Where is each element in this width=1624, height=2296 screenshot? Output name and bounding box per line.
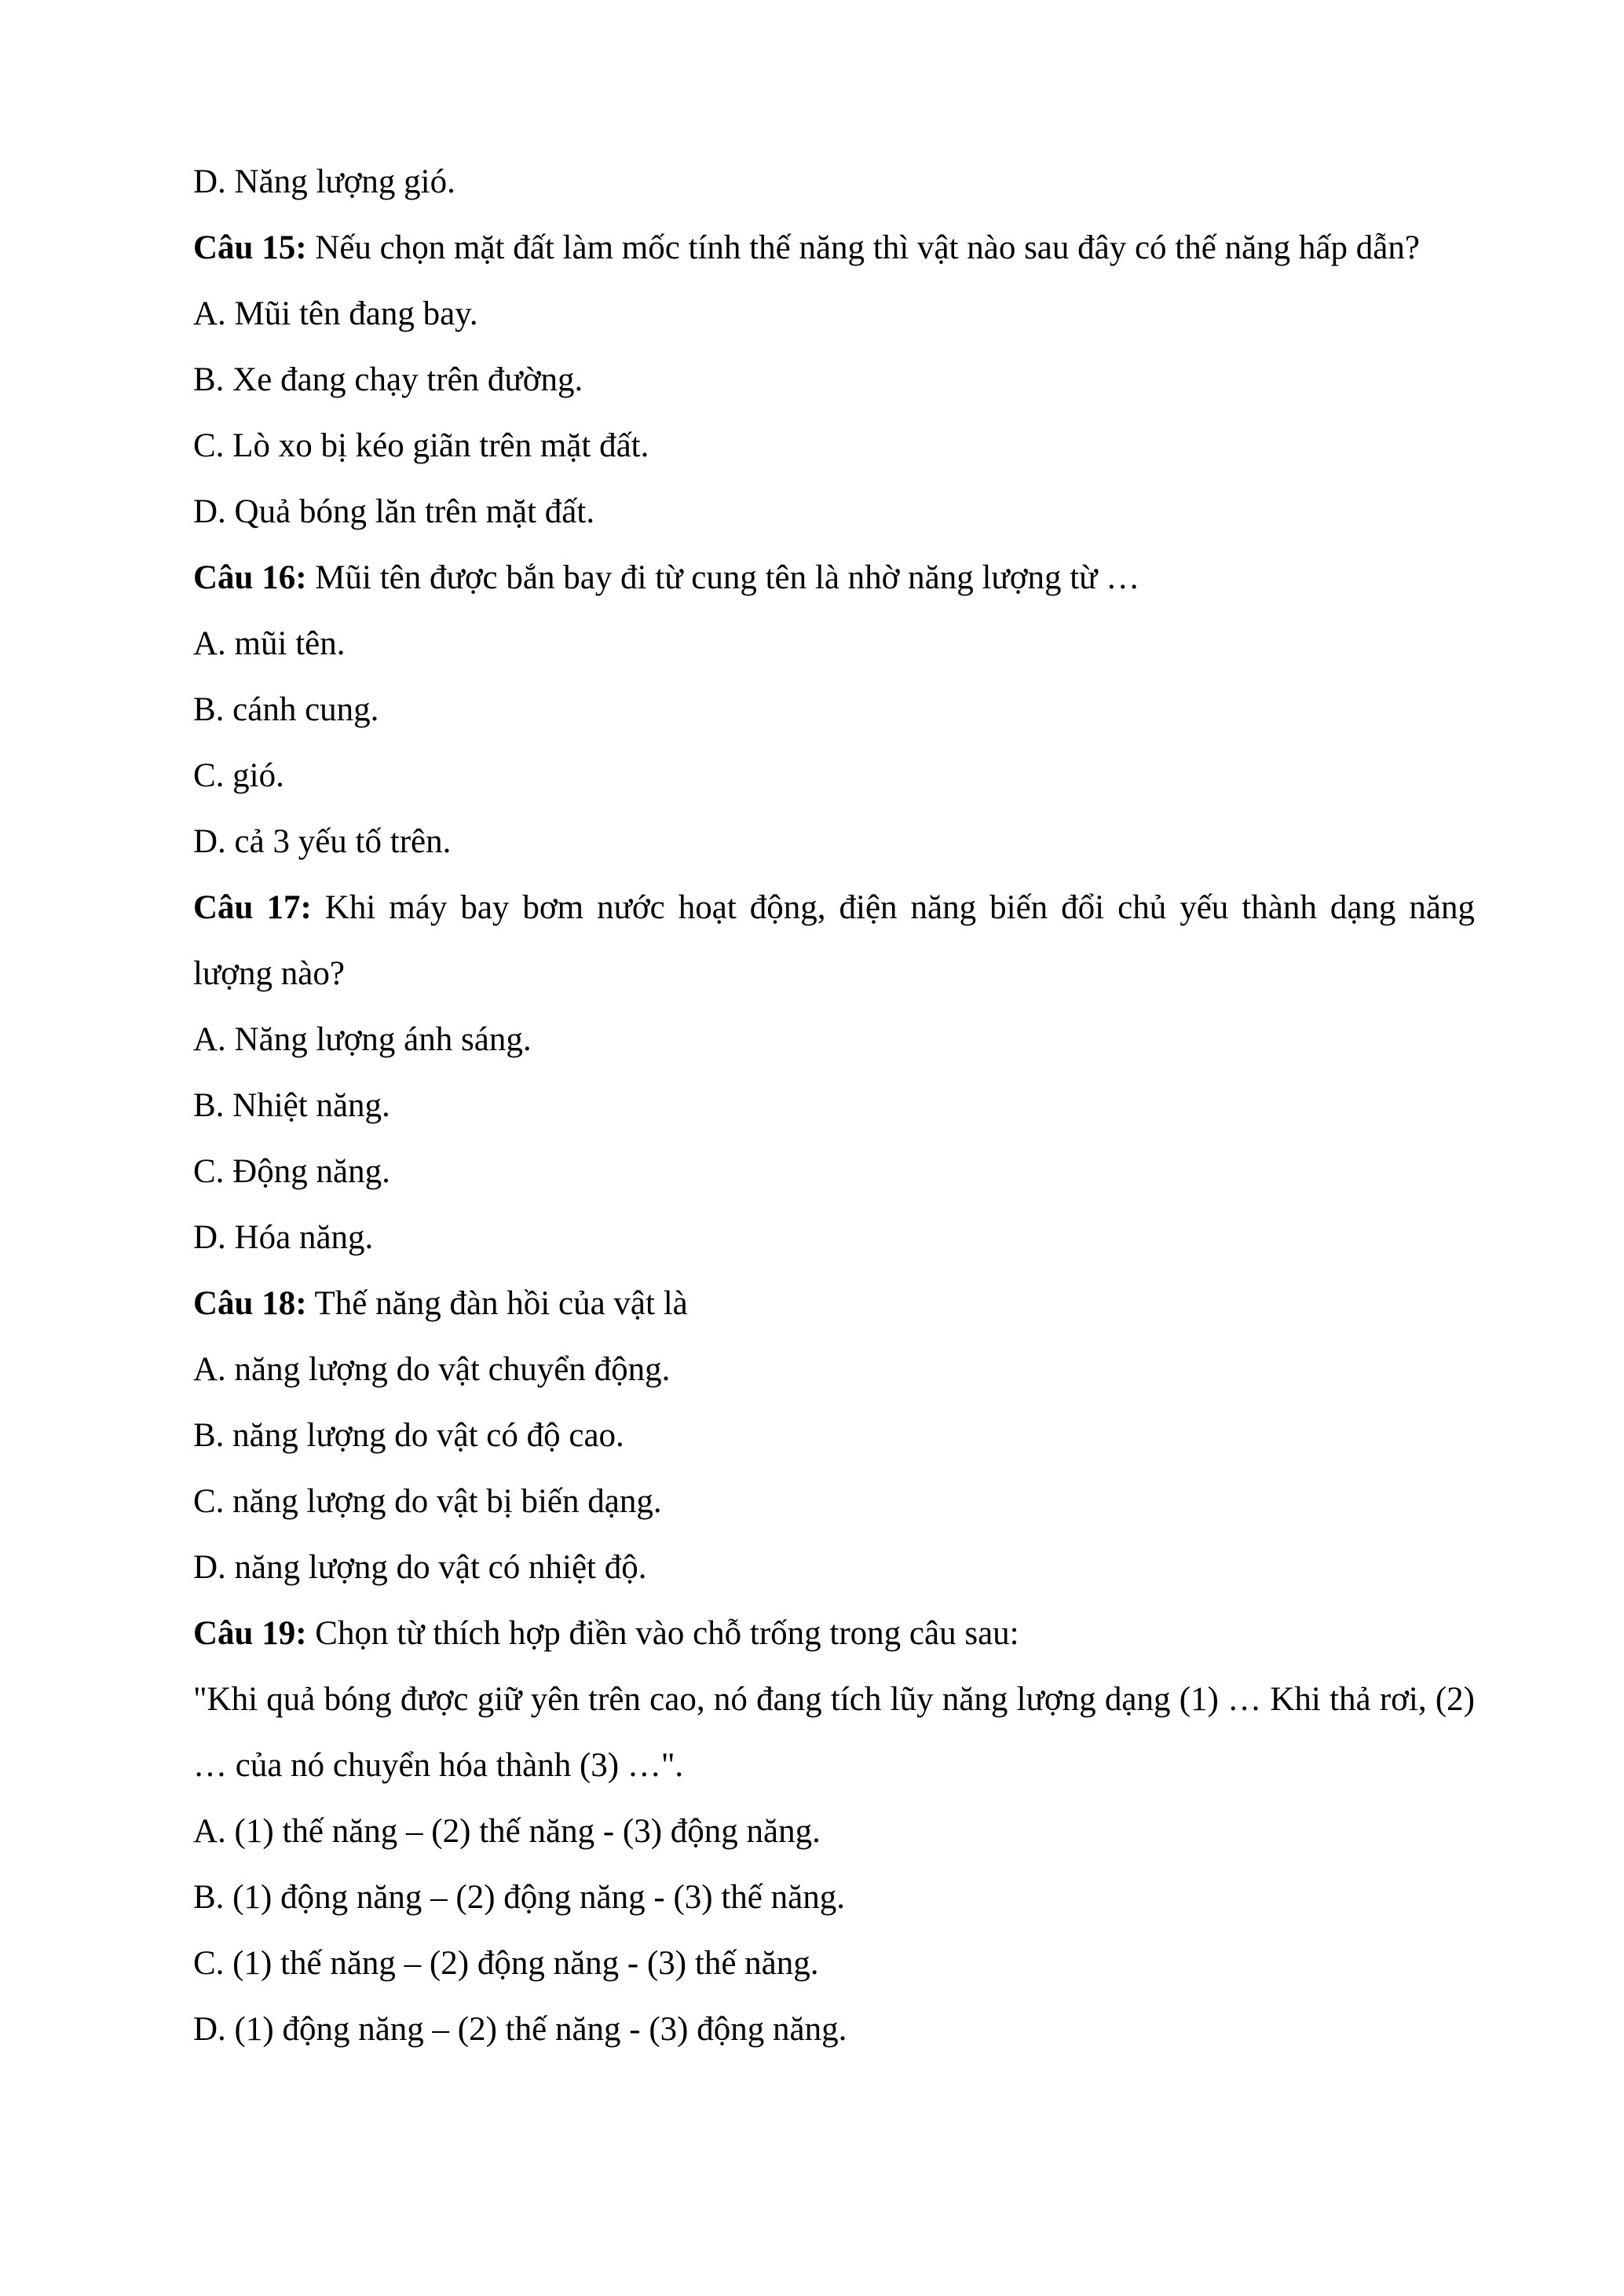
question-18-stem: [193, 1271, 1475, 1337]
question-17-option-c: C. Động năng.: [193, 1153, 390, 1190]
question-17-label: Câu 17:: [193, 889, 312, 926]
question-18: [193, 1271, 1475, 1601]
question-15-option-a: A. Mũi tên đang bay.: [193, 295, 478, 332]
question-17-option-a: A. Năng lượng ánh sáng.: [193, 1021, 532, 1058]
question-19-quote: "Khi quả bóng được giữ yên trên cao, nó đang tích lũy năng lượng dạng (1) … Khi thả rơi, (2) … của nó chuyển hóa thành (3) …".: [193, 1681, 1475, 1784]
document-page: [193, 149, 1475, 2063]
question-17-option-b: B. Nhiệt năng.: [193, 1087, 390, 1124]
question-18-option-d: D. năng lượng do vật có nhiệt độ.: [193, 1549, 647, 1586]
question-18-label: Câu 18:: [193, 1285, 307, 1322]
question-15-option-d: D. Quả bóng lăn trên mặt đất.: [193, 493, 595, 530]
question-16-label: Câu 16:: [193, 559, 307, 596]
question-17-option-d: D. Hóa năng.: [193, 1219, 374, 1256]
question-16-option-a: A. mũi tên.: [193, 625, 346, 662]
question-16-text: Mũi tên được bắn bay đi từ cung tên là nhờ năng lượng từ …: [306, 559, 1140, 596]
question-18-option-a: A. năng lượng do vật chuyển động.: [193, 1351, 671, 1388]
question-16-option-c: C. gió.: [193, 757, 284, 794]
question-15-option-c: C. Lò xo bị kéo giãn trên mặt đất.: [193, 427, 649, 464]
question-15-option-b: B. Xe đang chạy trên đường.: [193, 361, 583, 398]
question-19-label: Câu 19:: [193, 1615, 307, 1652]
question-17: [193, 875, 1475, 1271]
question-15-stem: [193, 215, 1475, 281]
question-19-stem: [193, 1601, 1475, 1667]
question-17-stem: [193, 875, 1475, 1007]
question-16-option-d: D. cả 3 yếu tố trên.: [193, 823, 452, 860]
question-19-option-a: A. (1) thế năng – (2) thế năng - (3) động năng.: [193, 1813, 821, 1850]
question-16-option-b: B. cánh cung.: [193, 691, 379, 728]
question-19-option-c: C. (1) thế năng – (2) động năng - (3) thế năng.: [193, 1945, 819, 1982]
question-19-option-b: B. (1) động năng – (2) động năng - (3) thế năng.: [193, 1879, 845, 1916]
question-15-text: Nếu chọn mặt đất làm mốc tính thế năng thì vật nào sau đây có thế năng hấp dẫn?: [306, 229, 1420, 266]
question-19-option-d: D. (1) động năng – (2) thế năng - (3) động năng.: [193, 2011, 847, 2048]
question-19-text: Chọn từ thích hợp điền vào chỗ trống trong câu sau:: [306, 1615, 1019, 1652]
question-18-option-b: B. năng lượng do vật có độ cao.: [193, 1417, 624, 1454]
question-19: [193, 1601, 1475, 2063]
question-16-stem: [193, 545, 1475, 611]
question-15-label: Câu 15:: [193, 229, 307, 266]
question-17-text: Khi máy bay bơm nước hoạt động, điện năng biến đổi chủ yếu thành dạng năng lượng nào?: [193, 889, 1475, 992]
question-15: [193, 215, 1475, 545]
question-18-text: Thế năng đàn hồi của vật là: [306, 1285, 688, 1322]
option-d-q14: D. Năng lượng gió.: [193, 163, 455, 200]
question-18-option-c: C. năng lượng do vật bị biến dạng.: [193, 1483, 662, 1520]
question-16: [193, 545, 1475, 875]
